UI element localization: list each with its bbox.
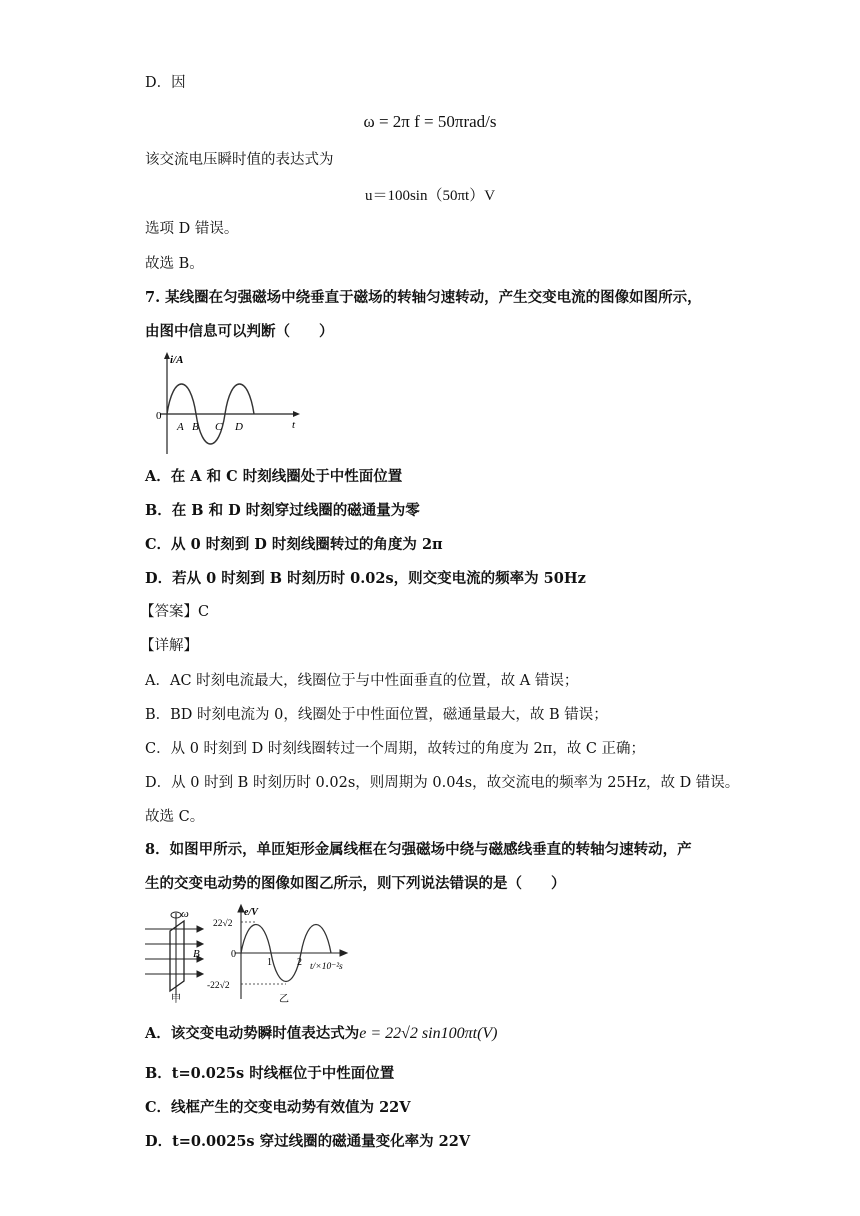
q8-stem-line1: 8．如图甲所示，单匝矩形金属线框在匀强磁场中绕与磁感线垂直的转轴匀速转动，产 [145,841,692,858]
q7-y-axis-label: i/A [170,354,184,366]
expression-label: 该交流电压瞬时值的表达式为 [145,152,334,168]
q7-option-d: D．若从 0 时刻到 B 时刻历时 0.02s，则交变电流的频率为 50Hz [145,570,586,587]
q7-option-c: C．从 0 时刻到 D 时刻线圈转过的角度为 2π [145,536,443,553]
q8-option-d: D．t=0.0025s 穿过线圈的磁通量变化率为 22V [145,1133,471,1150]
choose-b: 故选 B。 [145,256,204,272]
q7-point-d: D [235,421,243,433]
option-d-intro: D．因 [145,75,186,91]
q7-option-a: A．在 A 和 C 时刻线圈处于中性面位置 [145,468,403,485]
q8-option-a-formula: e = 22√2 sin100πt(V) [359,1025,498,1042]
q7-x-axis-label: t [292,419,296,431]
q8-x-axis-label: t/×10⁻²s [310,962,343,972]
q8-y-axis-label: e/V [244,907,258,918]
option-d-wrong: 选项 D 错误。 [145,221,239,237]
q7-point-c: C [215,421,223,433]
q8-option-a [145,1024,498,1044]
q7-stem-line1: 7. 某线圈在匀强磁场中绕垂直于磁场的转轴匀速转动，产生交变电流的图像如图所示， [145,289,702,306]
q7-detail-a: A．AC 时刻电流最大，线圈位于与中性面垂直的位置，故 A 错误； [145,673,579,689]
voltage-formula: u＝100sin（50πt）V [364,188,496,204]
q7-option-b: B．在 B 和 D 时刻穿过线圈的磁通量为零 [145,502,420,519]
q8-tick-1: 1 [267,957,272,968]
q7-detail-c: C．从 0 时刻到 D 时刻线圈转过一个周期，故转过的角度为 2π，故 C 正确； [145,741,646,757]
q8-stem-line2: 生的交变电动势的图像如图乙所示，则下列说法错误的是（ ） [145,875,566,892]
q8-option-b: B．t=0.025s 时线框位于中性面位置 [145,1065,395,1082]
q8-figure [143,903,365,1005]
q8-ymin-label: -22√2 [207,981,230,991]
q8-b-label: B [193,948,200,960]
q7-detail-b: B．BD 时刻电流为 0，线圈处于中性面位置，磁通量最大，故 B 错误； [145,707,608,723]
q7-answer: 【答案】C [140,604,210,620]
q8-ymax-label: 22√2 [213,919,233,929]
q7-current-graph [150,350,310,458]
q8-tick-2: 2 [297,957,302,968]
q7-origin-label: 0 [156,410,162,422]
q8-option-a-text: A．该交变电动势瞬时值表达式为 [145,1025,360,1042]
q8-omega-label: ω [181,908,189,920]
q7-point-a: A [177,421,184,433]
q7-choose-c: 故选 C。 [145,809,205,825]
q8-jia-label: 甲 [171,994,181,1005]
q7-point-b: B [192,421,199,433]
q8-yi-label: 乙 [279,994,289,1005]
q8-fig-yi [235,905,347,999]
q8-origin-label: 0 [231,949,236,960]
q7-detail-label: 【详解】 [140,638,198,654]
omega-formula: ω = 2π f = 50πrad/s [363,112,497,131]
q7-detail-d: D．从 0 时到 B 时刻历时 0.02s，则周期为 0.04s，故交流电的频率为 25Hz，故 D 错误。 [145,775,740,791]
q8-option-c: C．线框产生的交变电动势有效值为 22V [145,1099,411,1116]
q7-stem-line2: 由图中信息可以判断（ ） [145,323,334,340]
